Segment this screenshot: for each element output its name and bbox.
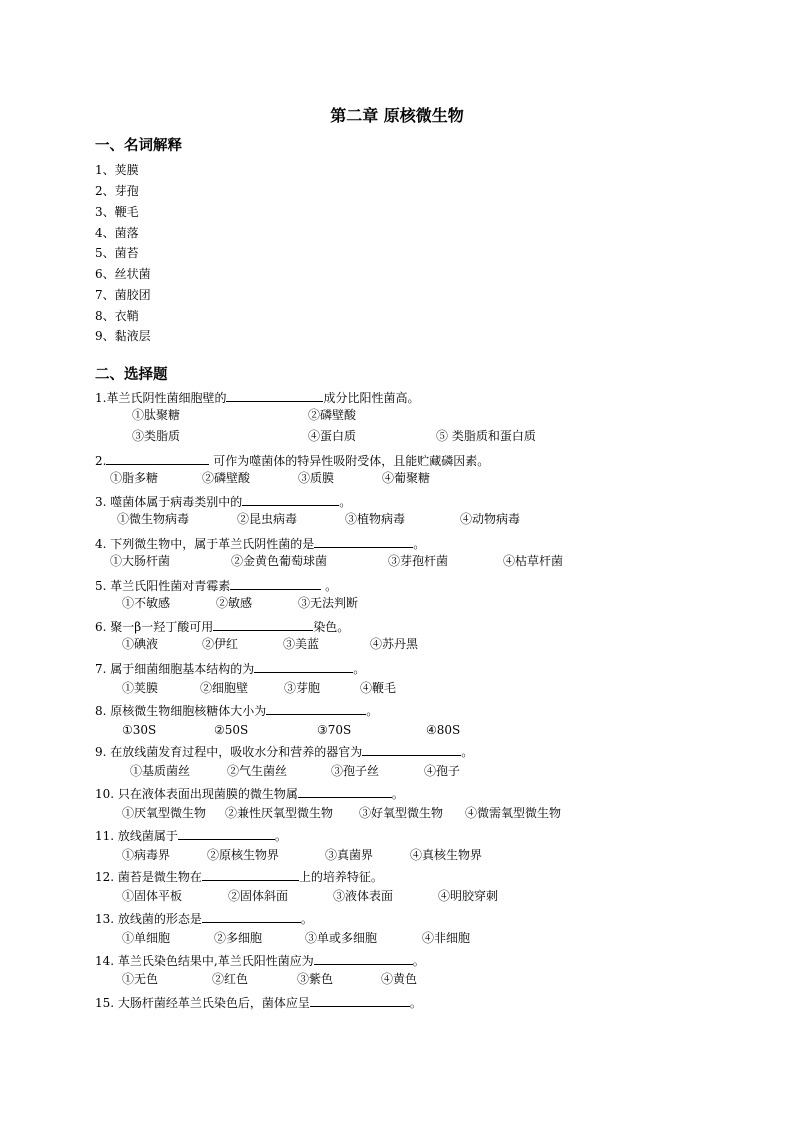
option[interactable]: ②兼性厌氧型微生物: [225, 806, 334, 820]
option[interactable]: ④黄色: [381, 972, 418, 986]
option[interactable]: ③无法判断: [298, 596, 359, 610]
question-text: 8. 原核微生物细胞核糖体大小为: [95, 704, 267, 718]
question-12: [95, 868, 383, 885]
question-text: 。: [391, 787, 404, 801]
option[interactable]: ④蛋白质: [308, 429, 357, 443]
option[interactable]: ④微需氧型微生物: [465, 806, 562, 820]
question-4: [95, 535, 425, 552]
option[interactable]: ②金黄色葡萄球菌: [231, 554, 328, 568]
question-13: [95, 910, 313, 927]
term-item: 6、丝状菌: [95, 267, 151, 281]
question-5: [95, 577, 337, 594]
option[interactable]: ③芽胞: [284, 681, 321, 695]
option[interactable]: ③紫色: [297, 972, 334, 986]
question-3: [95, 493, 351, 510]
question-text: 。: [321, 579, 338, 593]
question-10: [95, 785, 404, 802]
option[interactable]: ③单或多细胞: [305, 931, 378, 945]
question-text: 12. 菌苔是微生物在: [95, 870, 202, 884]
answer-blank[interactable]: [314, 952, 413, 965]
term-item: 8、衣鞘: [95, 309, 139, 323]
term-item: 9、黏液层: [95, 329, 151, 343]
option[interactable]: ③好氧型微生物: [359, 806, 444, 820]
question-15: [95, 994, 422, 1011]
option[interactable]: ④真核生物界: [410, 848, 483, 862]
option[interactable]: ④80S: [426, 723, 461, 737]
question-text: 。: [339, 495, 352, 509]
question-text: 3. 噬菌体属于病毒类别中的: [95, 495, 243, 509]
answer-blank[interactable]: [213, 618, 313, 631]
option[interactable]: ②原核生物界: [207, 848, 280, 862]
term-item: 4、菌落: [95, 226, 139, 240]
question-text: 成分比阳性菌高。: [323, 391, 420, 405]
option[interactable]: ③真菌界: [325, 848, 374, 862]
question-text: 。: [366, 704, 379, 718]
question-text: 。: [461, 745, 474, 759]
option[interactable]: ①不敏感: [122, 596, 171, 610]
question-8: [95, 702, 378, 719]
question-text: 。: [274, 829, 287, 843]
question-14: [95, 952, 425, 969]
term-item: 5、菌苔: [95, 246, 139, 260]
question-text: 。: [409, 996, 422, 1010]
option[interactable]: ③美蓝: [283, 637, 320, 651]
option[interactable]: ②磷壁酸: [202, 471, 251, 485]
question-text: 染色。: [313, 620, 350, 634]
option[interactable]: ①固体平板: [122, 889, 183, 903]
option[interactable]: ①无色: [122, 972, 159, 986]
option[interactable]: ②细胞壁: [200, 681, 249, 695]
question-6: [95, 618, 349, 635]
option[interactable]: ①荚膜: [122, 681, 159, 695]
option[interactable]: ②固体斜面: [228, 889, 289, 903]
option[interactable]: ①厌氧型微生物: [122, 806, 207, 820]
question-text: 6. 聚一β一羟丁酸可用: [95, 620, 214, 634]
option[interactable]: ③类脂质: [132, 429, 181, 443]
section-heading-definitions: 一、名词解释: [95, 138, 182, 154]
question-text: 5. 革兰氏阳性菌对青霉素: [95, 579, 231, 593]
answer-blank[interactable]: [230, 577, 321, 590]
option[interactable]: ③70S: [317, 723, 352, 737]
answer-blank[interactable]: [310, 994, 410, 1007]
option[interactable]: ①脂多糖: [110, 471, 159, 485]
option[interactable]: ③芽孢杆菌: [388, 554, 449, 568]
option[interactable]: ④明胶穿刺: [438, 889, 499, 903]
option[interactable]: ①微生物病毒: [117, 512, 190, 526]
option[interactable]: ④鞭毛: [360, 681, 397, 695]
option[interactable]: ②50S: [214, 723, 249, 737]
question-text: 13. 放线菌的形态是: [95, 912, 202, 926]
question-text: 1.革兰氏阴性菌细胞壁的: [95, 391, 227, 405]
option[interactable]: ④苏丹黑: [370, 637, 419, 651]
answer-blank[interactable]: [362, 743, 461, 756]
option[interactable]: ①30S: [122, 723, 157, 737]
answer-blank[interactable]: [226, 389, 323, 402]
question-text: 14. 革兰氏染色结果中,革兰氏阳性菌应为: [95, 954, 314, 968]
question-2: [95, 452, 489, 469]
option[interactable]: ④枯草杆菌: [503, 554, 564, 568]
question-1: [95, 389, 419, 406]
option[interactable]: ⑤ 类脂质和蛋白质: [436, 429, 536, 443]
option[interactable]: ②敏感: [216, 596, 253, 610]
question-7: [95, 660, 365, 677]
answer-blank[interactable]: [242, 493, 339, 506]
question-text: 10. 只在液体表面出现菌膜的微生物属: [95, 787, 298, 801]
option[interactable]: ②气生菌丝: [227, 764, 288, 778]
question-text: 可作为噬菌体的特异性吸附受体，且能贮藏磷因素。: [209, 454, 490, 468]
answer-blank[interactable]: [106, 452, 209, 465]
term-item: 1、荚膜: [95, 163, 139, 177]
option[interactable]: ①病毒界: [122, 848, 171, 862]
option[interactable]: ②磷壁酸: [308, 408, 357, 422]
question-text: 7. 属于细菌细胞基本结构的为: [95, 662, 255, 676]
option[interactable]: ④葡聚糖: [382, 471, 431, 485]
question-text: 4. 下列微生物中，属于革兰氏阴性菌的是: [95, 537, 315, 551]
option[interactable]: ②昆虫病毒: [237, 512, 298, 526]
question-text: 9. 在放线菌发育过程中，吸收水分和营养的器官为: [95, 745, 363, 759]
term-item: 7、菌胶团: [95, 288, 151, 302]
option[interactable]: ①碘液: [122, 637, 159, 651]
question-text: 。: [412, 954, 425, 968]
question-text: 15. 大肠杆菌经革兰氏染色后，菌体应呈: [95, 996, 310, 1010]
option[interactable]: ④孢子: [424, 764, 461, 778]
question-text: 2.: [95, 454, 107, 468]
option[interactable]: ④动物病毒: [460, 512, 521, 526]
option[interactable]: ④非细胞: [422, 931, 471, 945]
question-text: 11. 放线菌属于: [95, 829, 178, 843]
answer-blank[interactable]: [266, 702, 366, 715]
term-item: 2、芽孢: [95, 184, 139, 198]
answer-blank[interactable]: [178, 827, 275, 840]
option[interactable]: ③孢子丝: [331, 764, 380, 778]
option[interactable]: ③质膜: [298, 471, 335, 485]
option[interactable]: ②红色: [212, 972, 249, 986]
option[interactable]: ②伊红: [202, 637, 239, 651]
question-text: 。: [413, 537, 426, 551]
option[interactable]: ③液体表面: [333, 889, 394, 903]
question-text: 。: [353, 662, 366, 676]
option[interactable]: ③植物病毒: [345, 512, 406, 526]
section-heading-multiple-choice: 二、选择题: [95, 367, 168, 383]
answer-blank[interactable]: [202, 868, 299, 881]
question-text: 。: [300, 912, 313, 926]
answer-blank[interactable]: [202, 910, 301, 923]
option[interactable]: ①基质菌丝: [130, 764, 191, 778]
question-11: [95, 827, 287, 844]
term-item: 3、鞭毛: [95, 205, 139, 219]
option[interactable]: ①肽聚糖: [132, 408, 181, 422]
option[interactable]: ①大肠杆菌: [110, 554, 171, 568]
option[interactable]: ②多细胞: [214, 931, 263, 945]
answer-blank[interactable]: [314, 535, 413, 548]
answer-blank[interactable]: [254, 660, 353, 673]
answer-blank[interactable]: [298, 785, 392, 798]
option[interactable]: ①单细胞: [122, 931, 171, 945]
question-text: 上的培养特征。: [298, 870, 383, 884]
chapter-title: 第二章 原核微生物: [330, 106, 464, 125]
question-9: [95, 743, 473, 760]
